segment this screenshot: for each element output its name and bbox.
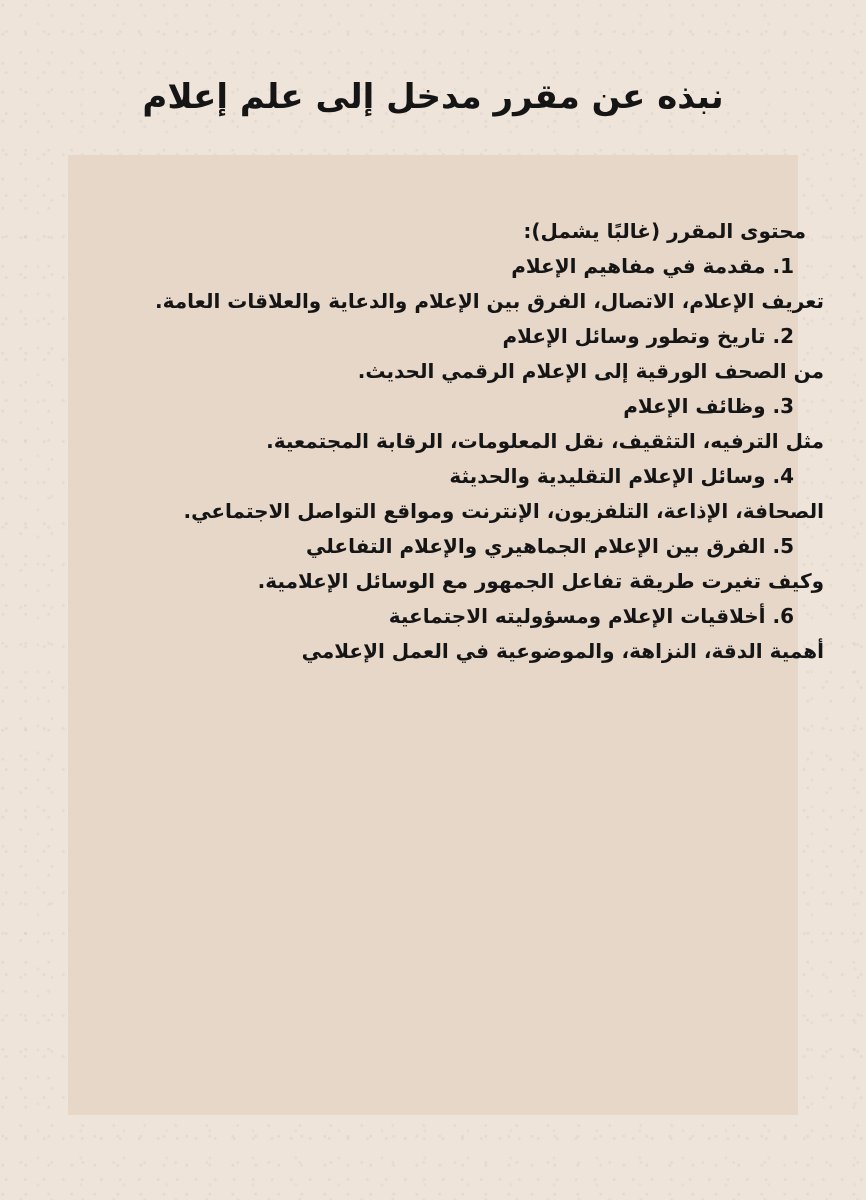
item-heading-5: 5. الفرق بين الإعلام الجماهيري والإعلام التفاعلي	[306, 534, 794, 558]
item-detail-1: تعريف الإعلام، الاتصال، الفرق بين الإعلام والدعاية والعلاقات العامة.	[155, 289, 824, 313]
item-detail-4: الصحافة، الإذاعة، التلفزيون، الإنترنت ومواقع التواصل الاجتماعي.	[183, 499, 824, 523]
course-content	[124, 214, 824, 669]
item-detail-3: مثل الترفيه، التثقيف، نقل المعلومات، الرقابة المجتمعية.	[266, 429, 824, 453]
item-heading-1: 1. مقدمة في مفاهيم الإعلام	[511, 254, 794, 278]
item-heading-4: 4. وسائل الإعلام التقليدية والحديثة	[449, 464, 794, 488]
content-intro: محتوى المقرر (غالبًا يشمل):	[523, 219, 806, 243]
item-heading-6: 6. أخلاقيات الإعلام ومسؤوليته الاجتماعية	[388, 604, 794, 628]
item-heading-3: 3. وظائف الإعلام	[623, 394, 794, 418]
page-title: نبذه عن مقرر مدخل إلى علم إعلام	[142, 77, 724, 117]
item-detail-5: وكيف تغيرت طريقة تفاعل الجمهور مع الوسائل الإعلامية.	[257, 569, 824, 593]
item-detail-2: من الصحف الورقية إلى الإعلام الرقمي الحديث.	[357, 359, 824, 383]
item-detail-6: أهمية الدقة، النزاهة، والموضوعية في العمل الإعلامي	[301, 639, 824, 663]
item-heading-2: 2. تاريخ وتطور وسائل الإعلام	[502, 324, 794, 348]
